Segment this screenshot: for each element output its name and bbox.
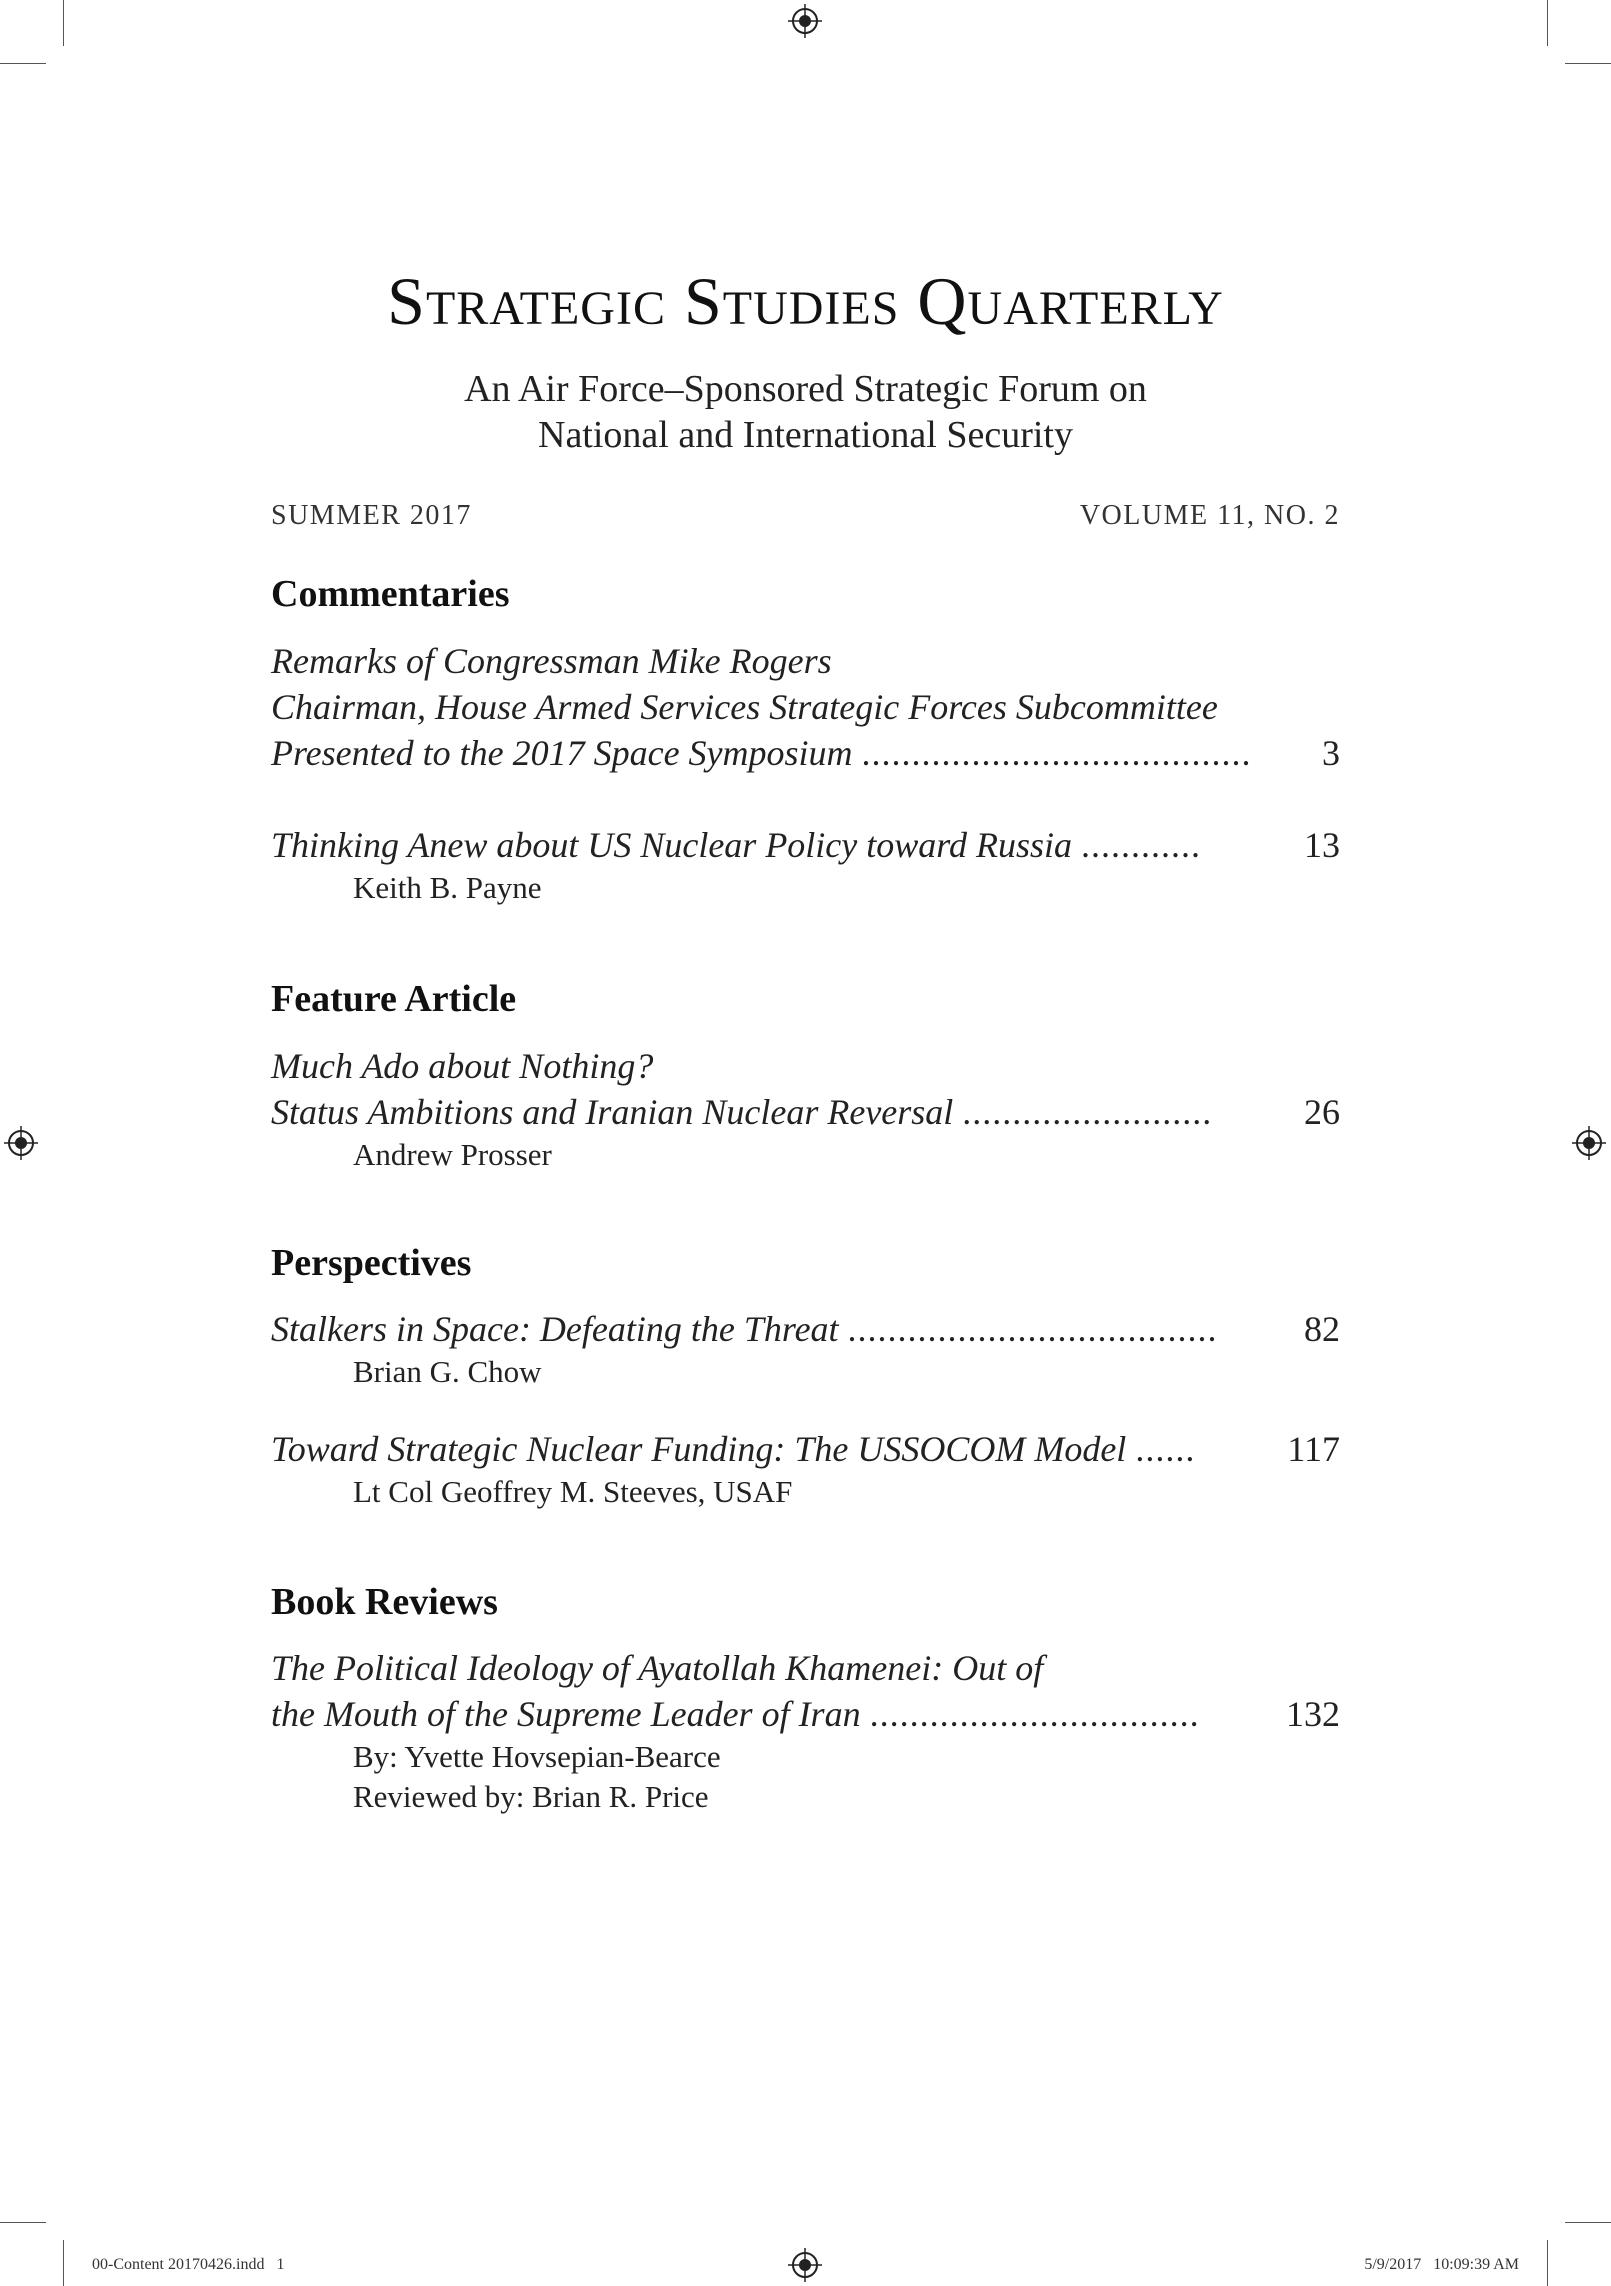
toc-entry[interactable] — [271, 1426, 1340, 1512]
section-heading-feature-article: Feature Article — [271, 978, 517, 1020]
entry-author: Brian G. Chow — [353, 1354, 542, 1389]
entry-title-line: The Political Ideology of Ayatollah Khamenei: Out of — [271, 1648, 1044, 1688]
crop-mark — [1565, 2222, 1611, 2223]
entry-title-line: Chairman, House Armed Services Strategic Forces Subcommittee — [271, 687, 1218, 727]
dot-leader: ............ — [1080, 825, 1201, 865]
subtitle-line: National and International Security — [538, 414, 1073, 456]
issue-season: SUMMER 2017 — [271, 500, 472, 531]
entry-title-line: Stalkers in Space: Defeating the Threat — [271, 1309, 839, 1349]
section-heading-perspectives: Perspectives — [271, 1242, 472, 1284]
section-heading-book-reviews: Book Reviews — [271, 1581, 498, 1623]
entry-title-line: Presented to the 2017 Space Symposium — [271, 733, 853, 773]
page-number: 82 — [1304, 1309, 1340, 1349]
entry-author: Lt Col Geoffrey M. Steeves, USAF — [353, 1474, 793, 1509]
registration-mark-icon — [788, 4, 822, 38]
crop-mark — [63, 0, 64, 46]
page-number: 132 — [1286, 1694, 1340, 1734]
entry-title-line: Thinking Anew about US Nuclear Policy toward Russia — [271, 825, 1072, 865]
crop-mark — [0, 2222, 46, 2223]
dot-leader: ......................... — [962, 1092, 1213, 1132]
crop-mark — [0, 63, 46, 64]
journal-title: Strategic Studies Quarterly — [387, 263, 1224, 339]
entry-title-line: the Mouth of the Supreme Leader of Iran — [271, 1694, 861, 1734]
subtitle-line: An Air Force–Sponsored Strategic Forum on — [464, 368, 1147, 410]
registration-mark-icon — [4, 1126, 38, 1160]
slug-filename: 00-Content 20170426.indd 1 — [92, 2256, 285, 2273]
toc-entry[interactable] — [271, 1043, 1340, 1175]
entry-title-line: Status Ambitions and Iranian Nuclear Reversal — [271, 1092, 954, 1132]
dot-leader: ....................................... — [861, 733, 1252, 773]
entry-author: Andrew Prosser — [353, 1137, 552, 1172]
entry-reviewer: Reviewed by: Brian R. Price — [353, 1779, 709, 1814]
toc-entry[interactable] — [271, 1306, 1340, 1392]
crop-mark — [1547, 0, 1548, 46]
crop-mark — [1547, 2240, 1548, 2286]
entry-title-line: Toward Strategic Nuclear Funding: The USSOCOM Model — [271, 1429, 1127, 1469]
section-heading-commentaries: Commentaries — [271, 573, 510, 615]
dot-leader: ...... — [1135, 1429, 1196, 1469]
page-number: 13 — [1304, 825, 1340, 865]
page-number: 3 — [1322, 733, 1340, 773]
entry-author: Keith B. Payne — [353, 870, 542, 905]
slug-timestamp: 5/9/2017 10:09:39 AM — [1364, 2256, 1519, 2273]
issue-volume: VOLUME 11, NO. 2 — [1079, 500, 1340, 531]
page-number: 26 — [1304, 1092, 1340, 1132]
toc-entry[interactable] — [271, 638, 1340, 776]
entry-author: By: Yvette Hovsepian-Bearce — [353, 1739, 721, 1774]
registration-mark-icon — [1572, 1126, 1606, 1160]
page-number: 117 — [1287, 1429, 1340, 1469]
entry-title-line: Remarks of Congressman Mike Rogers — [271, 641, 832, 681]
registration-mark-icon — [788, 2248, 822, 2282]
toc-entry[interactable] — [271, 822, 1340, 908]
dot-leader: ..................................... — [847, 1309, 1218, 1349]
journal-subtitle — [0, 366, 1611, 458]
crop-mark — [1565, 63, 1611, 64]
dot-leader: ................................. — [869, 1694, 1200, 1734]
entry-title-line: Much Ado about Nothing? — [271, 1046, 654, 1086]
toc-entry[interactable] — [271, 1645, 1340, 1817]
crop-mark — [63, 2240, 64, 2286]
